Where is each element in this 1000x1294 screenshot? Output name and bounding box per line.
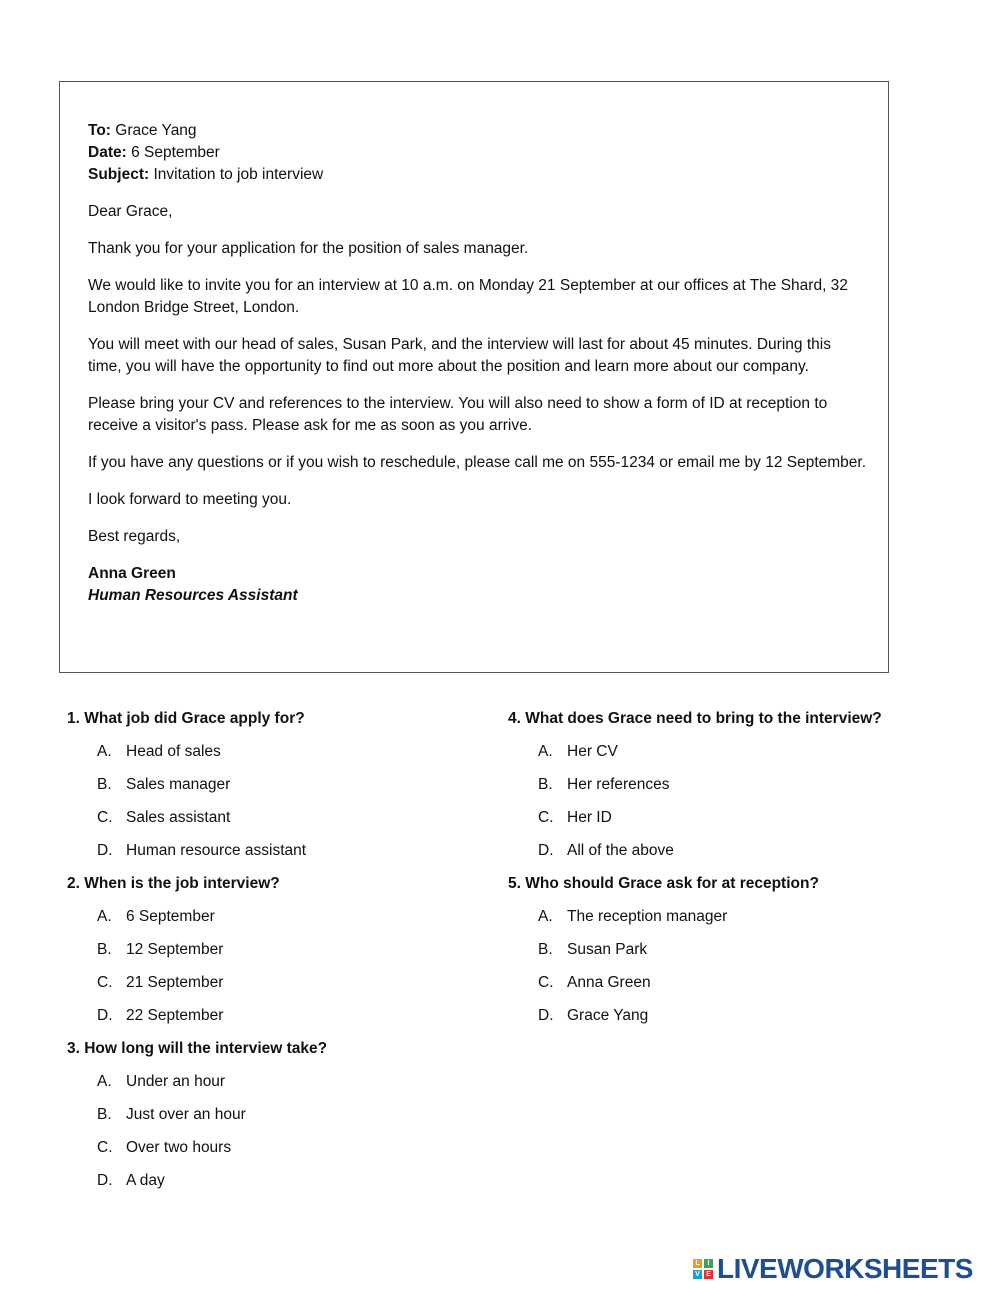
- option-text: Human resource assistant: [126, 842, 307, 859]
- option-letter: B.: [97, 1106, 112, 1123]
- option-b[interactable]: [508, 939, 948, 972]
- option-text: Grace Yang: [567, 1007, 649, 1024]
- signature-title: Human Resources Assistant: [88, 587, 298, 604]
- paragraph-1: Thank you for your application for the position of sales manager.: [88, 240, 529, 257]
- option-a[interactable]: [67, 1071, 487, 1104]
- option-text: Her references: [567, 776, 670, 793]
- signature: [88, 563, 868, 607]
- option-letter: B.: [538, 941, 553, 958]
- logo-mark-icon: [693, 1259, 713, 1279]
- questions-right-column: [508, 708, 948, 1038]
- to-label: To:: [88, 122, 111, 139]
- liveworksheets-logo: [693, 1254, 973, 1284]
- option-b[interactable]: [67, 1104, 487, 1137]
- paragraph-4: Please bring your CV and references to the interview. You will also need to show a form of ID at reception to receive a visitor's pass. Please ask for me as soon as you arrive.: [88, 395, 828, 434]
- option-b[interactable]: [67, 939, 487, 972]
- option-d[interactable]: [67, 1170, 487, 1203]
- signature-name: Anna Green: [88, 565, 176, 582]
- option-letter: C.: [538, 809, 554, 826]
- option-letter: C.: [97, 1139, 113, 1156]
- subject-line: [88, 164, 868, 186]
- option-c[interactable]: [67, 972, 487, 1005]
- option-text: Just over an hour: [126, 1106, 246, 1123]
- option-letter: C.: [97, 809, 113, 826]
- option-letter: B.: [97, 776, 112, 793]
- question-1: [67, 708, 487, 873]
- question-title: 1. What job did Grace apply for?: [67, 710, 305, 727]
- option-text: 21 September: [126, 974, 224, 991]
- option-letter: A.: [97, 743, 112, 760]
- question-title: 2. When is the job interview?: [67, 875, 280, 892]
- option-text: All of the above: [567, 842, 674, 859]
- option-letter: B.: [97, 941, 112, 958]
- option-text: Head of sales: [126, 743, 221, 760]
- subject-value: Invitation to job interview: [153, 166, 324, 183]
- option-letter: B.: [538, 776, 553, 793]
- option-letter: D.: [97, 1172, 113, 1189]
- option-a[interactable]: [67, 906, 487, 939]
- subject-label: Subject:: [88, 166, 150, 183]
- question-5: [508, 873, 948, 1038]
- paragraph-6: I look forward to meeting you.: [88, 491, 292, 508]
- closing: Best regards,: [88, 528, 181, 545]
- option-text: Anna Green: [567, 974, 651, 991]
- questions-left-column: [67, 708, 487, 1203]
- logo-mark-i: I: [704, 1259, 713, 1268]
- option-letter: A.: [97, 1073, 112, 1090]
- option-c[interactable]: [508, 972, 948, 1005]
- option-text: A day: [126, 1172, 165, 1189]
- paragraph-5: If you have any questions or if you wish to reschedule, please call me on 555-1234 or email me by 12 September.: [88, 454, 867, 471]
- email-box: [59, 81, 889, 673]
- option-letter: D.: [538, 842, 554, 859]
- option-text: Sales manager: [126, 776, 231, 793]
- option-text: Over two hours: [126, 1139, 232, 1156]
- option-c[interactable]: [67, 807, 487, 840]
- option-a[interactable]: [508, 741, 948, 774]
- option-text: Under an hour: [126, 1073, 226, 1090]
- option-d[interactable]: [67, 1005, 487, 1038]
- email-header: [88, 120, 868, 186]
- paragraph-3: You will meet with our head of sales, Susan Park, and the interview will last for about 45 minutes. During this time, you will have the opportunity to find out more about the position and learn more about our company.: [88, 336, 831, 375]
- option-letter: A.: [538, 908, 553, 925]
- question-title: 5. Who should Grace ask for at reception?: [508, 875, 819, 892]
- email-content: [88, 120, 868, 607]
- date-label: Date:: [88, 144, 127, 161]
- logo-mark-e: E: [704, 1270, 713, 1279]
- option-letter: A.: [538, 743, 553, 760]
- to-value: Grace Yang: [115, 122, 197, 139]
- option-b[interactable]: [67, 774, 487, 807]
- option-letter: D.: [538, 1007, 554, 1024]
- option-letter: C.: [97, 974, 113, 991]
- option-d[interactable]: [508, 1005, 948, 1038]
- option-text: Sales assistant: [126, 809, 231, 826]
- option-b[interactable]: [508, 774, 948, 807]
- option-letter: D.: [97, 1007, 113, 1024]
- option-a[interactable]: [67, 741, 487, 774]
- option-c[interactable]: [508, 807, 948, 840]
- greeting: Dear Grace,: [88, 203, 173, 220]
- option-c[interactable]: [67, 1137, 487, 1170]
- question-4: [508, 708, 948, 873]
- option-letter: D.: [97, 842, 113, 859]
- date-value: 6 September: [131, 144, 220, 161]
- option-text: Her ID: [567, 809, 612, 826]
- option-text: The reception manager: [567, 908, 728, 925]
- paragraph-2: We would like to invite you for an interview at 10 a.m. on Monday 21 September at our offices at The Shard, 32 London Bridge Street, London.: [88, 277, 848, 316]
- option-d[interactable]: [508, 840, 948, 873]
- option-letter: A.: [97, 908, 112, 925]
- question-2: [67, 873, 487, 1038]
- to-line: [88, 120, 868, 142]
- logo-mark-v: V: [693, 1270, 702, 1279]
- question-3: [67, 1038, 487, 1203]
- logo-text: LIVEWORKSHEETS: [717, 1253, 973, 1284]
- question-title: 3. How long will the interview take?: [67, 1040, 328, 1057]
- question-title: 4. What does Grace need to bring to the interview?: [508, 710, 882, 727]
- option-d[interactable]: [67, 840, 487, 873]
- logo-mark-l: L: [693, 1259, 702, 1268]
- option-text: 6 September: [126, 908, 215, 925]
- option-text: Susan Park: [567, 941, 648, 958]
- option-text: Her CV: [567, 743, 618, 760]
- option-text: 22 September: [126, 1007, 224, 1024]
- option-text: 12 September: [126, 941, 224, 958]
- date-line: [88, 142, 868, 164]
- option-a[interactable]: [508, 906, 948, 939]
- option-letter: C.: [538, 974, 554, 991]
